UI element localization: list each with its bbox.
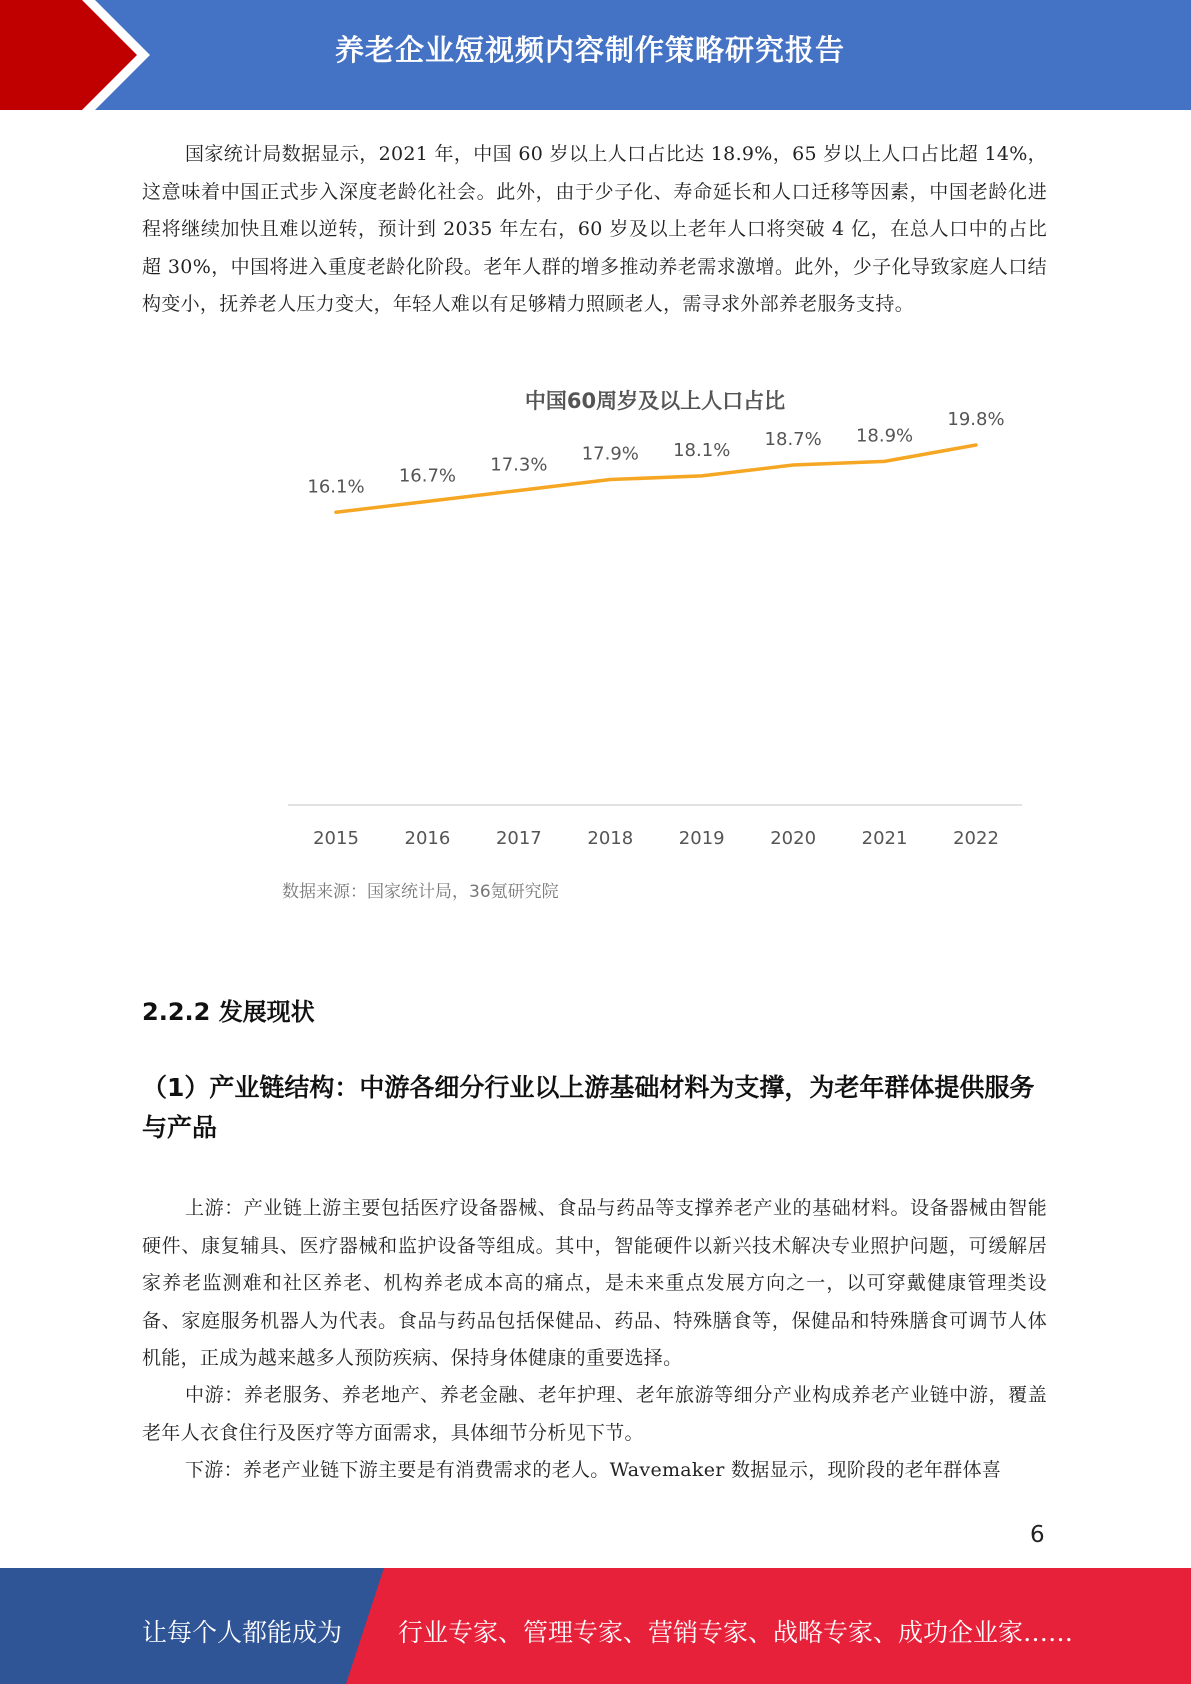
data-label-2016: 16.7%	[398, 465, 457, 487]
sub-heading: （1）产业链结构：中游各细分行业以上游基础材料为支撑，为老年群体提供服务与产品	[142, 1073, 1035, 1142]
intro-paragraph: 国家统计局数据显示，2021 年，中国 60 岁以上人口占比达 18.9%，65 岁以上人口占比超 14%，这意味着中国正式步入深度老龄化社会。此外，由于少子化、寿命延长和人口迁移等因素，中国老龄化进程将继续加快且难以逆转，预计到 2035 年左右，60 岁及以上老年人口将突破 4 亿，在总人口中的占比超 30%，中国将进入重度老龄化阶段。老年人群的增多推动养老需求激增。此外，少子化导致家庭人口结构变小，抚养老人压力变大，年轻人难以有足够精力照顾老人，需寻求外部养老服务支持。	[142, 143, 1047, 315]
downstream-paragraph: 下游：养老产业链下游主要是有消费需求的老人。Wavemaker 数据显示，现阶段的老年群体喜	[185, 1459, 1002, 1481]
x-tick-2016: 2016	[404, 828, 451, 849]
data-label-2020: 18.7%	[764, 429, 822, 450]
page-number: 6	[1030, 1522, 1045, 1548]
header-title: 养老企业短视频内容制作策略研究报告	[335, 33, 846, 67]
footer-slogan-right: 行业专家、管理专家、营销专家、战略专家、成功企业家……	[398, 1618, 1074, 1647]
data-label-2022: 19.8%	[947, 409, 1005, 430]
data-label-2015: 16.1%	[307, 476, 365, 498]
x-tick-2020: 2020	[770, 828, 817, 849]
x-tick-2017: 2017	[495, 828, 542, 849]
midstream-paragraph: 中游：养老服务、养老地产、养老金融、老年护理、老年旅游等细分产业构成养老产业链中游，覆盖老年人衣食住行及医疗等方面需求，具体细节分析见下节。	[142, 1384, 1047, 1444]
x-tick-2021: 2021	[861, 828, 908, 849]
x-tick-2015: 2015	[313, 828, 359, 849]
x-tick-2019: 2019	[678, 828, 725, 849]
data-label-2019: 18.1%	[673, 439, 731, 461]
section-heading: 2.2.2 发展现状	[142, 998, 315, 1026]
chart-title: 中国60周岁及以上人口占比	[524, 389, 786, 413]
data-label-2018: 17.9%	[581, 443, 639, 465]
data-label-2021: 18.9%	[855, 425, 914, 447]
page-header	[0, 0, 1191, 110]
chart-canvas	[270, 375, 1040, 905]
x-tick-2018: 2018	[587, 828, 634, 849]
x-tick-2022: 2022	[953, 828, 999, 849]
chart-source-note: 数据来源：国家统计局，36氪研究院	[282, 882, 559, 902]
line-chart	[270, 375, 1040, 905]
upstream-paragraph: 上游：产业链上游主要包括医疗设备器械、食品与药品等支撑养老产业的基础材料。设备器械由智能硬件、康复辅具、医疗器械和监护设备等组成。其中，智能硬件以新兴技术解决专业照护问题，可缓解居家养老监测难和社区养老、机构养老成本高的痛点，是未来重点发展方向之一，以可穿戴健康管理类设备、家庭服务机器人为代表。食品与药品包括保健品、药品、特殊膳食等，保健品和特殊膳食可调节人体机能，正成为越来越多人预防疾病、保持身体健康的重要选择。	[142, 1197, 1047, 1369]
data-label-2017: 17.3%	[490, 454, 548, 476]
footer-slogan-left: 让每个人都能成为	[142, 1618, 343, 1647]
page-footer	[0, 1568, 1191, 1684]
